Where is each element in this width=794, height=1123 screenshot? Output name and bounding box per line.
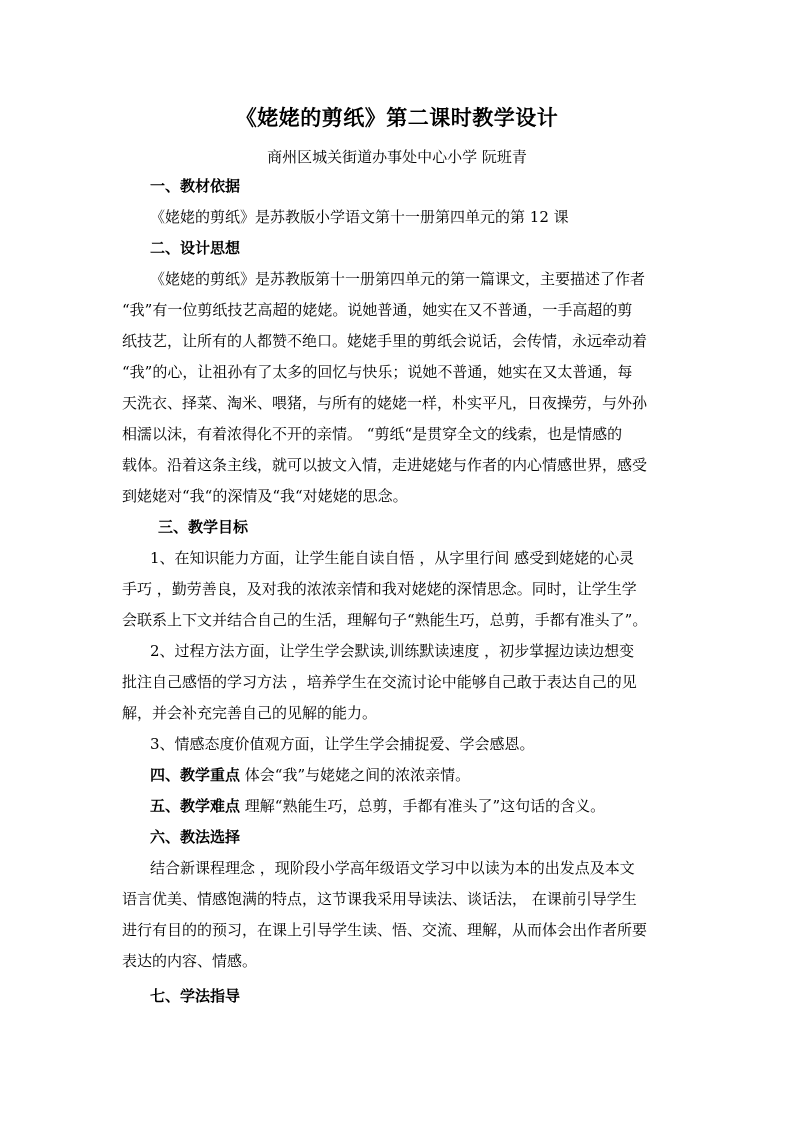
paragraph-line: 《姥姥的剪纸》是苏教版第十一册第四单元的第一篇课文，主要描述了作者 bbox=[150, 270, 646, 288]
section-heading: 五、教学难点 bbox=[150, 797, 241, 815]
section-heading: 七、学法指导 bbox=[150, 987, 241, 1005]
section-row bbox=[122, 791, 682, 822]
paragraph-line: 1、在知识能力方面，让学生能自读自悟 ，从字里行间 感受到姥姥的心灵 bbox=[150, 549, 635, 567]
paragraph-line: 到姥姥对“我“的深情及“我“对姥姥的思念。 bbox=[122, 487, 408, 505]
section-inline-text: 理解“熟能生巧，总剪，手都有准头了”这句话的含义。 bbox=[240, 797, 606, 815]
paragraph-line: 《姥姥的剪纸》是苏教版小学语文第十一册第四单元的第 12 课 bbox=[150, 208, 569, 226]
paragraph-line: 3、情感态度价值观方面，让学生学会捕捉爱、学会感恩。 bbox=[150, 735, 535, 753]
section-heading: 二、设计思想 bbox=[150, 239, 241, 257]
paragraph-line: 会联系上下文并结合自己的生活，理解句子“熟能生巧，总剪，手都有准头了”。 bbox=[122, 611, 648, 629]
section-heading: 六、教法选择 bbox=[150, 828, 241, 846]
paragraph-line: 结合新课程理念 ，现阶段小学高年级语文学习中以读为本的出发点及本文 bbox=[150, 859, 635, 877]
section-inline-text: 体会“我”与姥姥之间的浓浓亲情。 bbox=[240, 766, 471, 784]
paragraph-line: 表达的内容、情感。 bbox=[122, 952, 258, 970]
paragraph-line: 语言优美、情感饱满的特点，这节课我采用导读法、谈话法， 在课前引导学生 bbox=[122, 890, 637, 908]
paragraph-line: 解，并会补充完善自己的见解的能力。 bbox=[122, 704, 378, 722]
section-heading: 一、教材依据 bbox=[150, 177, 241, 195]
document-author: 商州区城关街道办事处中心小学 阮班青 bbox=[267, 148, 527, 166]
paragraph-line: “我”的心，让祖孙有了太多的回忆与快乐；说她不普通，她实在又太普通，每 bbox=[122, 363, 633, 381]
paragraph-line: 天洗衣、择菜、淘米、喂猪，与所有的姥姥一样，朴实平凡，日夜操劳，与外孙 bbox=[122, 394, 648, 412]
paragraph-line: 纸技艺，让所有的人都赞不绝口。姥姥手里的剪纸会说话，会传情，永远牵动着 bbox=[122, 332, 648, 350]
document-body bbox=[122, 171, 682, 1012]
paragraph-line: 2、过程方法方面，让学生学会默读,训练默读速度 ，初步掌握边读边想变 bbox=[150, 642, 635, 660]
paragraph-line: 载体。沿着这条主线，就可以披文入情，走进姥姥与作者的内心情感世界，感受 bbox=[122, 456, 648, 474]
paragraph-line: 批注自己感悟的学习方法 ，培养学生在交流讨论中能够自己敢于表达自己的见 bbox=[122, 673, 637, 691]
paragraph-line: “我”有一位剪纸技艺高超的姥姥。说她普通，她实在又不普通，一手高超的剪 bbox=[122, 301, 633, 319]
paragraph-line: 相濡以沫，有着浓得化不开的亲情。 “剪纸“是贯穿全文的线索，也是情感的 bbox=[122, 425, 623, 443]
section-row bbox=[122, 760, 682, 791]
section-heading: 四、教学重点 bbox=[150, 766, 241, 784]
paragraph-line: 手巧 ，勤劳善良，及对我的浓浓亲情和我对姥姥的深情思念。同时，让学生学 bbox=[122, 580, 637, 598]
section-heading: 三、教学目标 bbox=[158, 518, 249, 536]
paragraph-line: 进行有目的的预习，在课上引导学生读、悟、交流、理解，从而体会出作者所要 bbox=[122, 921, 648, 939]
document-title: 《姥姥的剪纸》第二课时教学设计 bbox=[235, 105, 559, 130]
